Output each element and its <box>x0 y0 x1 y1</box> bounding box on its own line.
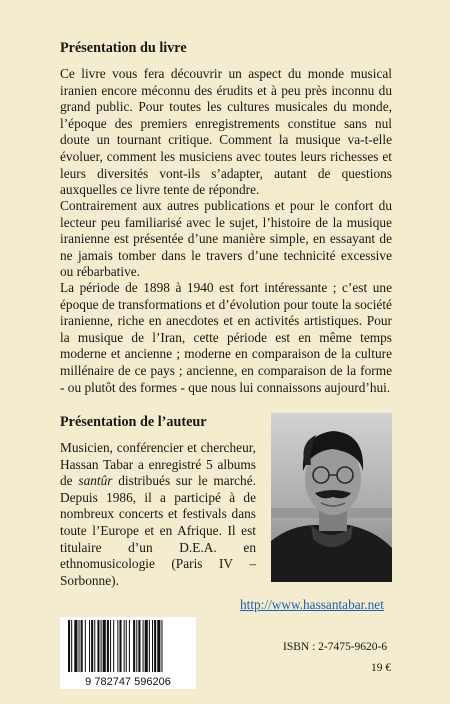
isbn-barcode <box>60 617 196 689</box>
barcode-bar <box>149 620 150 672</box>
barcode-number: 9 782747 596206 <box>85 676 171 688</box>
author-website-link[interactable]: http://www.hassantabar.net <box>240 597 384 612</box>
author-bio-italic-word: santûr <box>78 473 113 489</box>
barcode-bar <box>117 620 118 672</box>
barcode-bar <box>113 620 114 672</box>
barcode-bar <box>89 620 90 672</box>
author-bio-part-2: distribués sur le marché. Depuis 1986, il a participé à de nombreux concerts et festivals dans toute l’Europe et en Afrique. Il est titulaire d’un D.E.A. en ethnomusicologie (Paris IV – Sorbonne). <box>60 473 256 588</box>
barcode-bar <box>71 620 72 672</box>
barcode-bar <box>154 620 156 672</box>
isbn-text: ISBN : 2-7475-9620-6 <box>283 641 388 653</box>
author-bio-part-1: Musicien, conférencier et chercheur, Hassan Tabar a enregistré 5 albums de <box>60 440 256 489</box>
barcode-bar <box>126 620 127 672</box>
book-paragraph-1: Ce livre vous fera découvrir un aspect du monde musical iranien encore méconnu des érudits et à peu près inconnu du grand public. Pour toutes les cultures musicales du monde, l’époque des premiers enregistrements constitue sans nul doute un tournant critique. Comment la musique va-t-elle évoluer, comment les musiciens avec toutes leurs richesses et leurs diversités vont-ils s’adapter, autant de questions auxquelles ce livre tente de répondre. <box>60 66 392 198</box>
barcode-bar <box>85 620 86 672</box>
author-photo <box>271 413 392 582</box>
barcode-bar <box>81 620 83 672</box>
author-bio <box>60 440 256 589</box>
barcode-bar <box>136 620 137 672</box>
barcode-bar <box>68 620 70 672</box>
barcode-bar <box>119 620 121 672</box>
barcode-bar <box>91 620 93 672</box>
book-paragraph-3: La période de 1898 à 1940 est fort intéressante ; c’est une époque de transformations et d’évolution pour toute la société iranienne, riche en anecdotes et en activités artistiques. Pour la musique de l’Iran, cette période est en même temps moderne et ancienne ; moderne en comparaison de la culture millénaire de ce pays ; ancienne, en comparaison de la forme - ou plutôt des formes - que nous lui connaissons aujourd’hui. <box>60 280 392 395</box>
barcode-bar <box>94 620 95 672</box>
barcode-bar <box>74 620 77 672</box>
barcode-bar <box>110 620 111 672</box>
barcode-bar <box>133 620 135 672</box>
barcode-bar <box>145 620 148 672</box>
barcode-bar <box>157 620 160 672</box>
barcode-bar <box>79 620 80 672</box>
author-presentation-heading: Présentation de l’auteur <box>60 414 207 430</box>
barcode-bar <box>101 620 102 672</box>
barcode-bar <box>129 620 130 672</box>
barcode-bar <box>103 620 106 672</box>
barcode-bar <box>124 620 125 672</box>
barcode-bar <box>107 620 109 672</box>
book-presentation-heading: Présentation du livre <box>60 40 187 56</box>
barcode-bar <box>138 620 140 672</box>
price-text: 19 € <box>371 662 392 674</box>
book-paragraph-2: Contrairement aux autres publications et pour le confort du lecteur peu familiarisé avec le sujet, l’histoire de la musique iranienne est présentée d’une manière simple, en essayant de ne jamais tomber dans le travers d’une technicité excessive ou rébarbative. <box>60 198 392 280</box>
barcode-bar <box>143 620 144 672</box>
barcode-bar <box>161 620 162 672</box>
barcode-bar <box>152 620 153 672</box>
barcode-bar <box>97 620 99 672</box>
